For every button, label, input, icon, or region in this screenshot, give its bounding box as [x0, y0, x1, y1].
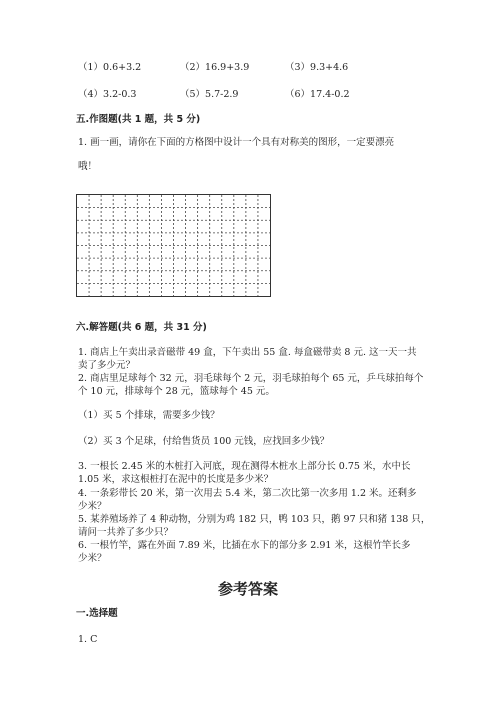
- question-line: 3. 一根长 2.45 米的木桩打入河底，现在测得木桩水上部分长 0.75 米，水中长: [78, 461, 411, 472]
- question-line: 5. 某养殖场养了 4 种动物，分别为鸡 182 只，鸭 103 只，鹅 97 只和猪 138 只，: [78, 514, 431, 525]
- question-line: 少米？: [78, 553, 107, 564]
- drawing-grid: [76, 194, 271, 297]
- question-line: 个 10 元，排球每个 28 元，篮球每个 45 元。: [78, 386, 275, 397]
- calc-item-6: （6）17.4-0.2: [285, 89, 350, 100]
- question-line: （2）买 3 个足球，付给售货员 100 元钱，应找回多少钱？: [78, 436, 330, 447]
- answers-title: 参考答案: [218, 580, 279, 598]
- grid-lines: [77, 195, 270, 296]
- calc-item-3: （3）9.3+4.6: [285, 62, 349, 73]
- question-line: 2. 商店里足球每个 32 元，羽毛球每个 2 元，羽毛球拍每个 65 元，乒乓球拍每个: [78, 373, 424, 384]
- question-line: 卖了多少元？: [78, 360, 136, 371]
- question-line: 1. 商店上午卖出录音磁带 49 盒，下午卖出 55 盒. 每盒磁带卖 8 元. 这一天一共: [78, 347, 417, 358]
- answer-line: 1. C: [78, 634, 98, 645]
- calc-item-4: （4）3.2-0.3: [78, 89, 137, 100]
- question-line: 6. 一根竹竿，露在外面 7.89 米，比插在水下的部分多 2.91 米，这根竹竿长多: [78, 540, 411, 551]
- section-heading-5: 五.作图题(共 1 题，共 5 分): [76, 114, 201, 125]
- question-line: 4. 一条彩带长 20 米，第一次用去 5.4 米，第二次比第一次多用 1.2 米。还剩多: [78, 488, 417, 499]
- question-line: 1.05 米，求这根桩打在泥中的长度是多少米？: [78, 474, 274, 485]
- question-text: 哦！: [78, 161, 98, 172]
- calc-item-1: （1）0.6+3.2: [78, 62, 142, 73]
- question-line: 少米？: [78, 501, 107, 512]
- calc-item-5: （5）5.7-2.9: [180, 89, 239, 100]
- section-heading-6: 六.解答题(共 6 题，共 31 分): [76, 322, 207, 333]
- answers-section-heading: 一.选择题: [76, 608, 118, 619]
- question-text: 1. 画一画，请你在下面的方格图中设计一个具有对称美的图形，一定要漂亮: [78, 137, 395, 148]
- calc-item-2: （2）16.9+3.9: [180, 62, 250, 73]
- question-line: 请问一共养了多少只？: [78, 527, 174, 538]
- question-line: （1）买 5 个排球，需要多少钱？: [78, 410, 220, 421]
